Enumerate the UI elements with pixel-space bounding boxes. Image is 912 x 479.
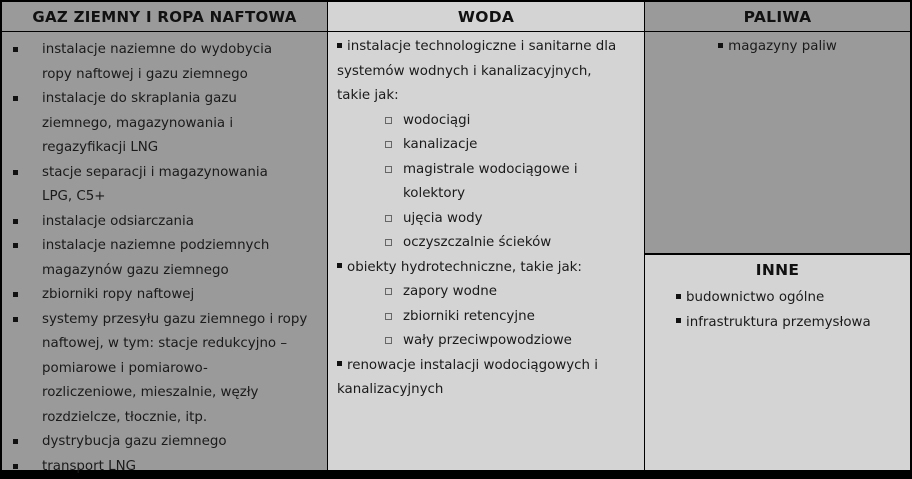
list-item: zbiorniki retencyjne [337,305,636,330]
square-bullet-icon [13,292,18,297]
column-gas-oil [2,2,327,470]
square-bullet-icon [337,263,342,268]
square-bullet-icon [13,317,18,322]
list-item: zapory wodne [337,280,636,305]
column-heading-fuels: PALIWA [645,2,910,32]
list-item: ujęcia wody [337,207,636,232]
column-fuels [645,2,910,253]
square-bullet-icon [337,43,342,48]
list-item: magistrale wodociągowe i kolektory [337,158,636,207]
column-other [645,255,910,470]
list-item: instalacje naziemne podziemnych magazynów gazu ziemnego [2,234,327,283]
fuels-list [645,32,910,60]
gas-oil-list [2,32,327,479]
square-bullet-icon [718,43,723,48]
column-heading-water: WODA [328,2,644,32]
list-item: budownictwo ogólne [645,286,910,311]
checkbox-bullet-icon [385,117,392,124]
list-item: systemy przesyłu gazu ziemnego i ropy naftowej, w tym: stacje redukcyjno – pomiarowe i pomiarowo- rozliczeniowe, mieszalnie, węzły rozdzielcze, tłocznie, itp. [2,308,327,431]
column-heading-other: INNE [645,255,910,283]
list-item: zbiorniki ropy naftowej [2,283,327,308]
water-installations-list [337,109,636,256]
checkbox-bullet-icon [385,166,392,173]
square-bullet-icon [13,464,18,469]
checkbox-bullet-icon [385,288,392,295]
list-item: wały przeciwpowodziowe [337,329,636,354]
water-intro-hydrotechnical: obiekty hydrotechniczne, takie jak: [337,256,636,281]
list-item: wodociągi [337,109,636,134]
square-bullet-icon [13,96,18,101]
list-item: infrastruktura przemysłowa [645,311,910,336]
list-item: magazyny paliw [645,35,910,60]
column-heading-gas-oil: GAZ ZIEMNY I ROPA NAFTOWA [2,2,327,32]
square-bullet-icon [13,47,18,52]
checkbox-bullet-icon [385,239,392,246]
list-item: transport LNG [2,455,327,479]
checkbox-bullet-icon [385,337,392,344]
square-bullet-icon [676,318,681,323]
list-item: oczyszczalnie ścieków [337,231,636,256]
water-hydrotechnical-list [337,280,636,354]
checkbox-bullet-icon [385,215,392,222]
list-item: kanalizacje [337,133,636,158]
water-renovations: renowacje instalacji wodociągowych i kanalizacyjnych [337,354,636,403]
square-bullet-icon [13,439,18,444]
square-bullet-icon [13,243,18,248]
list-item: instalacje odsiarczania [2,210,327,235]
list-item: instalacje naziemne do wydobycia ropy naftowej i gazu ziemnego [2,38,327,87]
column-water [328,2,644,470]
water-intro-installations: instalacje technologiczne i sanitarne dla systemów wodnych i kanalizacyjnych, takie jak: [337,35,636,109]
square-bullet-icon [676,294,681,299]
list-item: stacje separacji i magazynowania LPG, C5+ [2,161,327,210]
square-bullet-icon [13,219,18,224]
list-item: dystrybucja gazu ziemnego [2,430,327,455]
water-content [328,32,644,403]
other-list [645,283,910,335]
checkbox-bullet-icon [385,313,392,320]
list-item: instalacje do skraplania gazu ziemnego, magazynowania i regazyfikacji LNG [2,87,327,161]
square-bullet-icon [13,170,18,175]
checkbox-bullet-icon [385,141,392,148]
square-bullet-icon [337,361,342,366]
